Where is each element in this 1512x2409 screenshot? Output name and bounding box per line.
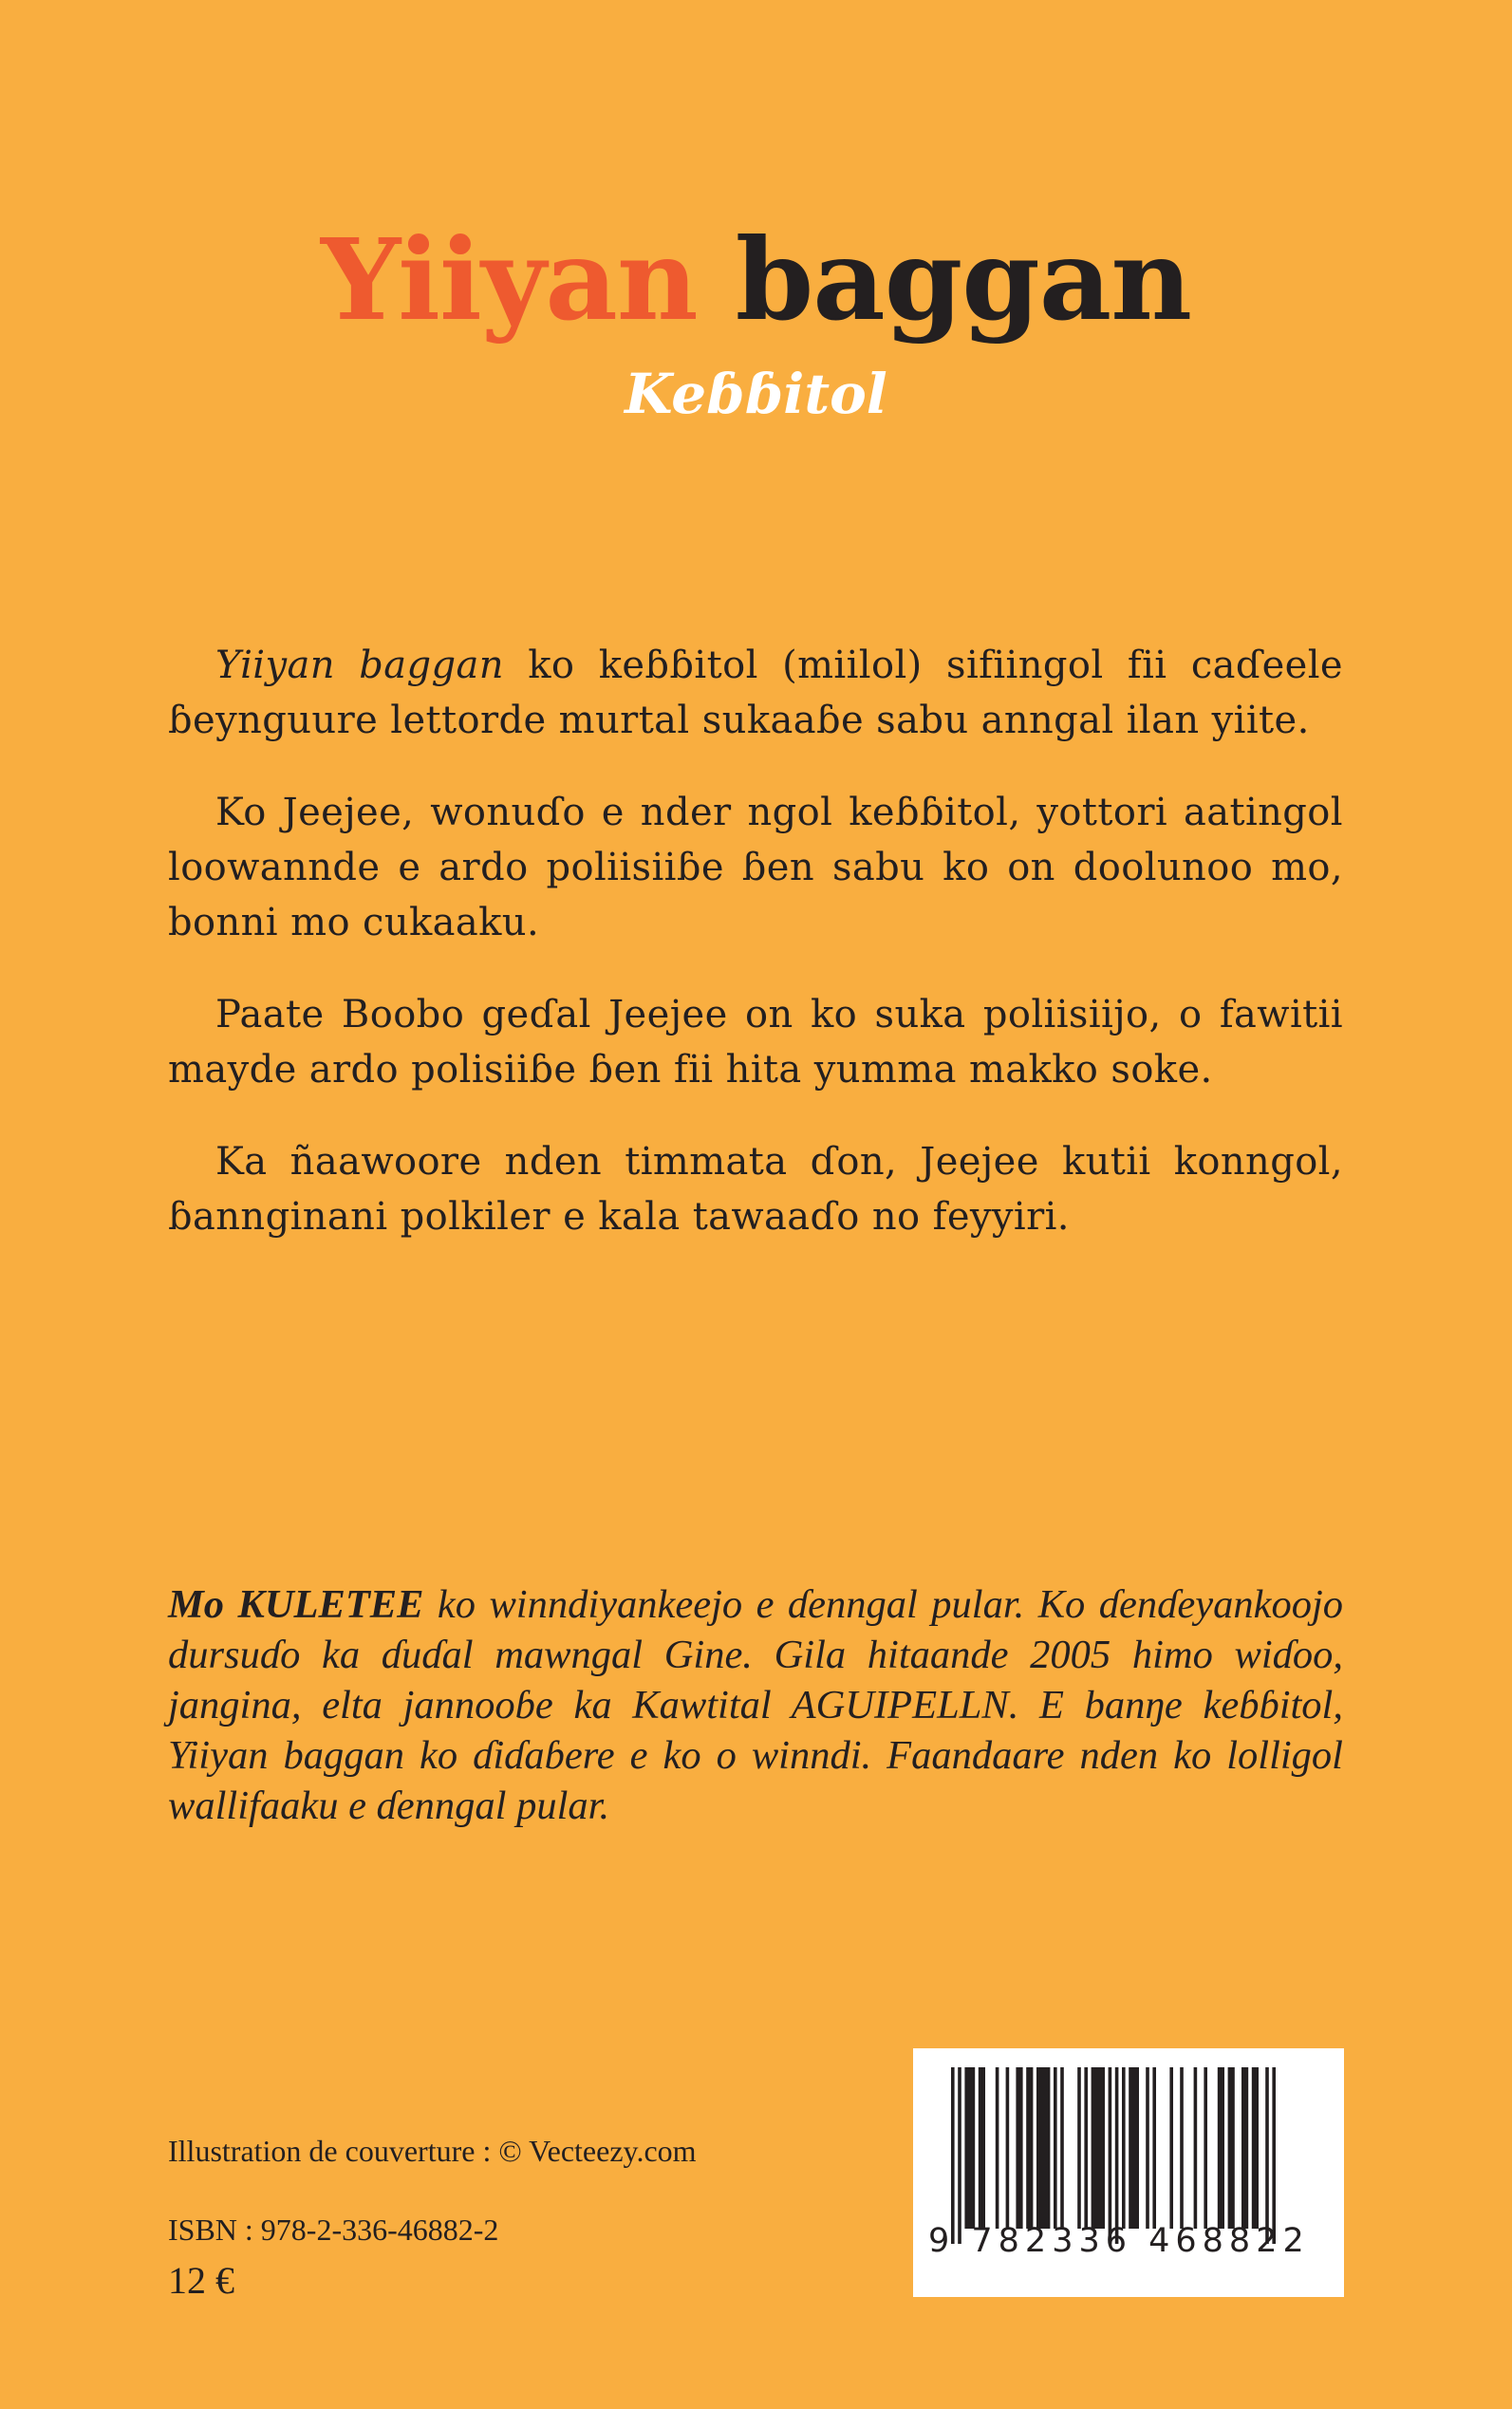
- barcode-bar: [951, 2067, 955, 2244]
- author-bio-text: ko winndiyankeejo e ɗenngal pular. Ko ɗenɗeyankoojo dursuɗo ka ɗuɗal mawngal Gine. Gila hitaande 2005 himo wiɗoo, jangina, elta jannooɓe ka Kawtital AGUIPELLN. E banŋe keɓɓitol, Yiiyan baggan ko ɗiɗaɓere e ko o winndi. Faandaare nden ko lolligol wallifaaku e ɗenngal pular.: [168, 1582, 1343, 1828]
- barcode-bar: [1122, 2067, 1126, 2229]
- barcode-bar: [1084, 2067, 1088, 2229]
- blurb-paragraph-3: Paate Boobo geɗal Jeejee on ko suka poliisiijo, o fawitii mayde ardo polisiiɓe ɓen fii hita yumma makko soke.: [168, 993, 1343, 1092]
- barcode-bar: [1194, 2067, 1198, 2229]
- barcode-bar: [1129, 2067, 1139, 2229]
- barcode-bar: [1169, 2067, 1173, 2229]
- barcode-bar: [1152, 2067, 1156, 2229]
- barcode-digits: 9 782336 468822: [928, 2222, 1310, 2260]
- illustration-credit: Illustration de couverture : © Vecteezy.com: [168, 2134, 697, 2168]
- barcode-bar: [1115, 2067, 1119, 2244]
- barcode-bar: [1109, 2067, 1112, 2244]
- barcode-bar: [1272, 2067, 1276, 2244]
- blurb-paragraph-2: Ko Jeejee, wonuɗo e nder ngol keɓɓitol, yottori aatingol loowannde e ardo poliisiiɓe ɓen sabu ko on doolunoo mo, bonni mo cukaaku.: [168, 791, 1343, 944]
- barcode-bar: [979, 2067, 985, 2229]
- barcode-bar: [1218, 2067, 1224, 2229]
- barcode-bar: [1228, 2067, 1235, 2229]
- barcode-bar: [1006, 2067, 1010, 2229]
- barcode-bar: [1204, 2067, 1207, 2229]
- isbn-number: ISBN : 978-2-336-46882-2: [168, 2213, 499, 2247]
- title-word-yiiyan: Yiiyan: [321, 214, 698, 345]
- barcode-bar: [1054, 2067, 1057, 2229]
- author-bio: [168, 1579, 1343, 1831]
- barcode-bar: [1077, 2067, 1081, 2229]
- barcode-bar: [1026, 2067, 1033, 2229]
- blurb-title-italic: Yiiyan baggan: [215, 644, 504, 687]
- barcode-bar: [964, 2067, 975, 2229]
- blurb-paragraph-4: Ka ñaawoore nden timmata ɗon, Jeejee kutii konngol, ɓannginani polkiler e kala tawaaɗo no feyyiri.: [168, 1140, 1343, 1239]
- barcode-bar: [1241, 2067, 1248, 2229]
- barcode-bar: [996, 2067, 999, 2229]
- author-name: Mo KULETEE: [168, 1582, 424, 1627]
- barcode-bar: [1016, 2067, 1022, 2229]
- barcode-bar: [1252, 2067, 1259, 2229]
- back-cover-blurb: [168, 638, 1343, 1281]
- blurb-paragraph-1-text: ko keɓɓitol (miilol) sifiingol fii caɗeele ɓeynguure lettorde murtal sukaaɓe sabu anngal ilan yiite.: [168, 644, 1343, 742]
- barcode-bar: [1092, 2067, 1105, 2229]
- barcode-bar: [958, 2067, 961, 2244]
- blurb-paragraph-1: [168, 638, 1343, 748]
- book-price: 12 €: [168, 2259, 234, 2302]
- title-word-baggan: baggan: [735, 214, 1191, 345]
- barcode-bar: [1180, 2067, 1184, 2229]
- book-genre-subtitle: Keɓɓitol: [625, 362, 887, 426]
- barcode-bar: [1060, 2067, 1064, 2229]
- barcode-bar: [1036, 2067, 1050, 2229]
- barcode-bar: [1265, 2067, 1269, 2244]
- barcode-bar: [1146, 2067, 1149, 2229]
- isbn-barcode: [913, 2048, 1344, 2297]
- book-title: [0, 214, 1512, 345]
